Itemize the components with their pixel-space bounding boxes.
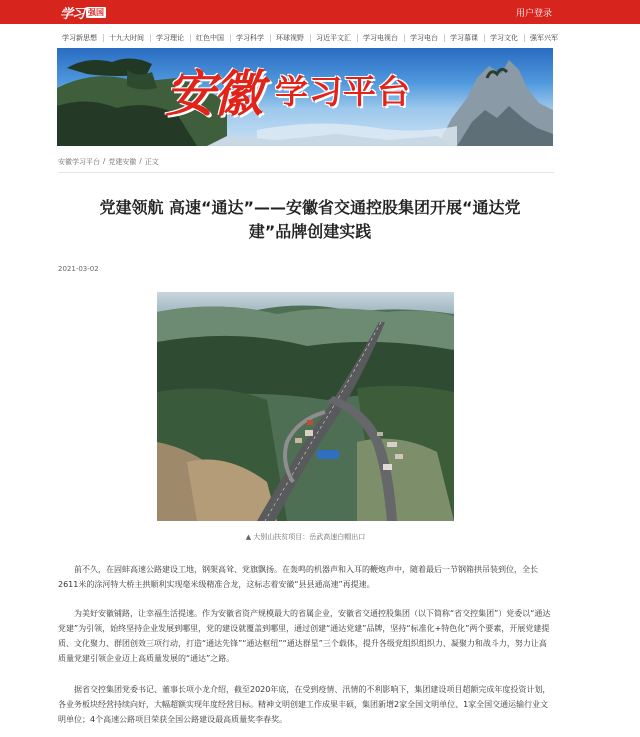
photo-caption: ▲ 大别山扶贫项目：岳武高速白帽出口	[245, 533, 366, 541]
article-date: 2021-03-02	[58, 265, 99, 273]
nav-item-hongse[interactable]: 红色中国	[190, 33, 230, 43]
logo-badge: 强国	[88, 7, 105, 17]
nav-item-dianshitai[interactable]: 学习电视台	[357, 33, 404, 43]
nav-item-kexue[interactable]: 学习科学	[230, 33, 270, 43]
breadcrumb-home[interactable]: 安徽学习平台	[58, 158, 100, 166]
nav-item-muke[interactable]: 学习慕课	[444, 33, 484, 43]
highway-aerial-image	[157, 292, 454, 521]
main-nav	[56, 30, 556, 46]
xuexi-logo[interactable]	[60, 1, 114, 23]
login-link[interactable]: 用户登录	[515, 9, 552, 19]
logo-text: 学习	[60, 6, 85, 22]
breadcrumb-divider	[58, 172, 554, 173]
nav-item-diantai[interactable]: 学习电台	[404, 33, 444, 43]
breadcrumb-separator: /	[139, 157, 142, 165]
nav-item-huanqiu[interactable]: 环球视野	[270, 33, 310, 43]
article-photo	[157, 292, 454, 521]
article-paragraph-1: 前不久，在固蚌高速公路建设工地，钢架高耸、党旗飘扬。在轰鸣的机器声和入耳的鞭炮声中，随着最后一节钢箱拱吊装到位，全长2611米的涂河特大桥主拱顺利实现毫米级精准合龙，这标志着安徽“县县通高速”再提速。	[58, 565, 538, 589]
top-bar	[0, 0, 640, 24]
nav-item-shijiuda[interactable]: 十九大时间	[103, 33, 150, 43]
article-paragraph-3: 据省交控集团党委书记、董事长项小龙介绍，截至2020年底，在受到疫情、汛情的不利影响下，集团建设项目超额完成年度投资计划，各业务板块经营持续向好，大幅超额实现年度经营目标。精神文明创建工作成果丰硕，集团新增2家全国文明单位、1家全国交通运输行业文明单位；4个高速公路项目荣获全国公路建设最高质量奖李春奖。	[58, 685, 551, 724]
province-banner[interactable]	[57, 48, 553, 146]
banner-province: 安徽	[165, 64, 261, 123]
breadcrumb-category[interactable]: 党建安徽	[108, 158, 137, 166]
article-paragraph-2: 为美好安徽铺路，让幸福生活提速。作为安徽省资产规模最大的省属企业，安徽省交通控股集团（以下简称“省交控集团”）党委以“通达党建”为引领，始终坚持企业发展到哪里，党的建设就覆盖到哪里，通过创建“通达党建”品牌，坚持“标准化+特色化”两个要素，开展党建提质、文化聚力、群团创效三项行动，打造“通达先锋”“通达枢纽”“通达群星”三个载体，提升各级党组织组织力、凝聚力和战斗力，努力让高质量党建引领企业迈上高质量发展的“通达”之路。	[58, 609, 551, 663]
breadcrumb-separator: /	[103, 157, 106, 165]
banner-title	[165, 64, 411, 124]
nav-item-xinsixiang[interactable]: 学习新思想	[62, 34, 97, 42]
banner-platform: 学习平台	[275, 72, 411, 111]
nav-item-lilun[interactable]: 学习理论	[150, 33, 190, 43]
nav-item-wenhua[interactable]: 学习文化	[484, 33, 524, 43]
breadcrumb	[58, 157, 159, 167]
nav-item-qiangjun[interactable]: 强军兴军	[524, 33, 564, 43]
article-title: 党建领航 高速“通达”——安徽省交通控股集团开展“通达党建”品牌创建实践	[99, 198, 521, 241]
breadcrumb-current: 正文	[144, 158, 159, 166]
nav-item-wenhui[interactable]: 习近平文汇	[310, 33, 357, 43]
